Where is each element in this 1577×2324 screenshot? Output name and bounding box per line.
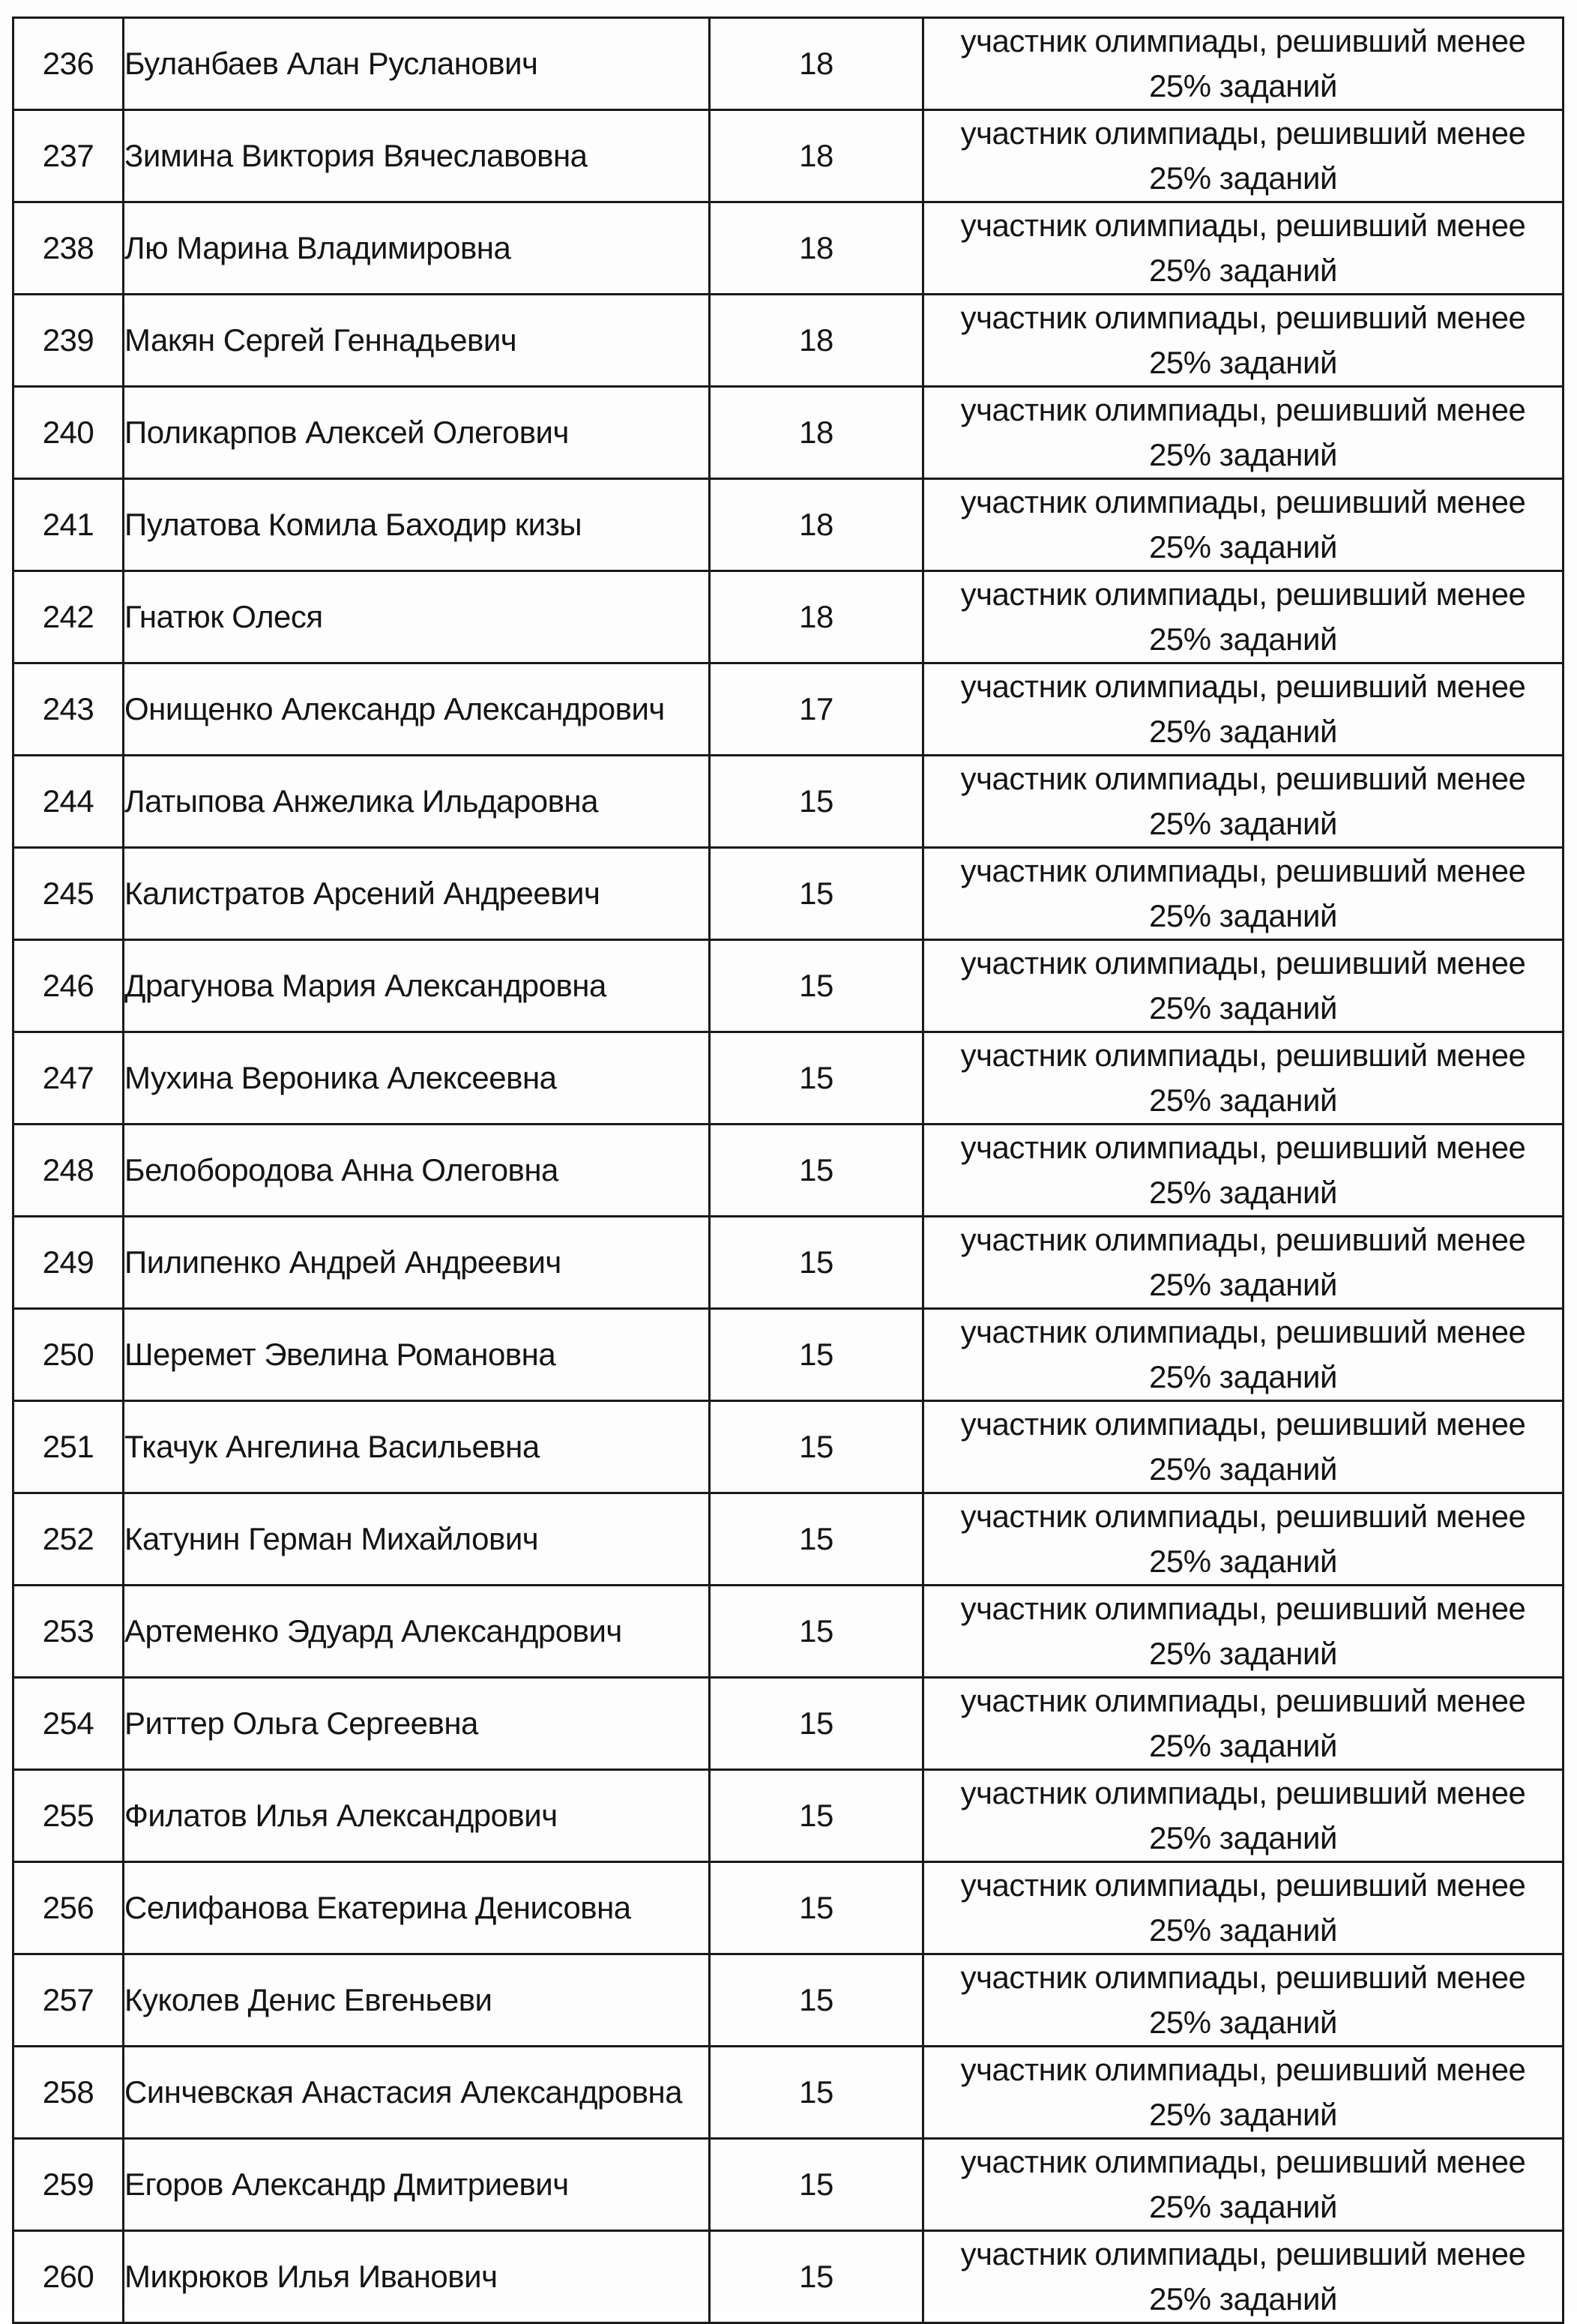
participant-name: Ткачук Ангелина Васильевна: [124, 1401, 710, 1493]
status: [923, 1309, 1564, 1401]
status-line-2: 25% заданий: [1149, 1912, 1337, 1948]
status-line-2: 25% заданий: [1149, 1083, 1337, 1118]
table-row: [13, 1862, 1564, 1954]
table-row: [13, 1401, 1564, 1493]
table-row: [13, 387, 1564, 479]
score: 15: [710, 1586, 923, 1678]
results-table-body: [13, 18, 1564, 2323]
row-number: 260: [13, 2231, 124, 2323]
row-number: 236: [13, 18, 124, 110]
status-line-2: 25% заданий: [1149, 1544, 1337, 1579]
participant-name: Поликарпов Алексей Олегович: [124, 387, 710, 479]
score: 15: [710, 2231, 923, 2323]
score: 15: [710, 1401, 923, 1493]
status-line-2: 25% заданий: [1149, 253, 1337, 288]
status: [923, 1954, 1564, 2047]
status-line-2: 25% заданий: [1149, 1267, 1337, 1302]
row-number: 256: [13, 1862, 124, 1954]
status-line-1: участник олимпиады, решивший менее: [960, 2052, 1526, 2087]
row-number: 245: [13, 848, 124, 940]
status: [923, 202, 1564, 295]
status: [923, 1586, 1564, 1678]
status-line-2: 25% заданий: [1149, 345, 1337, 380]
table-row: [13, 479, 1564, 571]
status-line-2: 25% заданий: [1149, 2005, 1337, 2040]
status: [923, 1125, 1564, 1217]
table-row: [13, 1493, 1564, 1586]
status: [923, 387, 1564, 479]
status-line-1: участник олимпиады, решивший менее: [960, 669, 1526, 704]
status-line-1: участник олимпиады, решивший менее: [960, 115, 1526, 151]
score: 15: [710, 1954, 923, 2047]
score: 15: [710, 1493, 923, 1586]
table-row: [13, 571, 1564, 663]
score: 15: [710, 848, 923, 940]
table-row: [13, 756, 1564, 848]
status: [923, 1217, 1564, 1309]
status-line-1: участник олимпиады, решивший менее: [960, 1960, 1526, 1995]
table-row: [13, 202, 1564, 295]
row-number: 241: [13, 479, 124, 571]
status-line-2: 25% заданий: [1149, 1451, 1337, 1487]
status: [923, 2139, 1564, 2231]
table-row: [13, 18, 1564, 110]
status: [923, 1032, 1564, 1125]
participant-name: Калистратов Арсений Андреевич: [124, 848, 710, 940]
status: [923, 848, 1564, 940]
row-number: 240: [13, 387, 124, 479]
status-line-1: участник олимпиады, решивший менее: [960, 1499, 1526, 1534]
row-number: 246: [13, 940, 124, 1032]
score: 15: [710, 1862, 923, 1954]
status-line-2: 25% заданий: [1149, 806, 1337, 841]
status-line-2: 25% заданий: [1149, 1359, 1337, 1394]
status-line-2: 25% заданий: [1149, 437, 1337, 472]
table-row: [13, 1586, 1564, 1678]
status: [923, 663, 1564, 756]
status-line-1: участник олимпиады, решивший менее: [960, 300, 1526, 335]
score: 18: [710, 18, 923, 110]
participant-name: Риттер Ольга Сергеевна: [124, 1678, 710, 1770]
participant-name: Лю Марина Владимировна: [124, 202, 710, 295]
status-line-2: 25% заданий: [1149, 2281, 1337, 2317]
status: [923, 756, 1564, 848]
participant-name: Онищенко Александр Александрович: [124, 663, 710, 756]
status-line-1: участник олимпиады, решивший менее: [960, 1406, 1526, 1442]
status-line-1: участник олимпиады, решивший менее: [960, 853, 1526, 888]
status-line-2: 25% заданий: [1149, 1728, 1337, 1763]
status-line-2: 25% заданий: [1149, 2097, 1337, 2132]
participant-name: Белобородова Анна Олеговна: [124, 1125, 710, 1217]
status-line-2: 25% заданий: [1149, 68, 1337, 103]
participant-name: Куколев Денис Евгеньеви: [124, 1954, 710, 2047]
status-line-1: участник олимпиады, решивший менее: [960, 2144, 1526, 2179]
table-row: [13, 1032, 1564, 1125]
table-row: [13, 1954, 1564, 2047]
participant-name: Буланбаев Алан Русланович: [124, 18, 710, 110]
participant-name: Егоров Александр Дмитриевич: [124, 2139, 710, 2231]
status-line-1: участник олимпиады, решивший менее: [960, 23, 1526, 58]
status: [923, 940, 1564, 1032]
score: 17: [710, 663, 923, 756]
score: 18: [710, 571, 923, 663]
participant-name: Филатов Илья Александрович: [124, 1770, 710, 1862]
score: 15: [710, 1032, 923, 1125]
participant-name: Артеменко Эдуард Александрович: [124, 1586, 710, 1678]
row-number: 242: [13, 571, 124, 663]
participant-name: Микрюков Илья Иванович: [124, 2231, 710, 2323]
results-table: [12, 16, 1564, 2324]
status-line-1: участник олимпиады, решивший менее: [960, 577, 1526, 612]
participant-name: Пулатова Комила Баходир кизы: [124, 479, 710, 571]
score: 18: [710, 387, 923, 479]
table-row: [13, 1770, 1564, 1862]
score: 18: [710, 295, 923, 387]
row-number: 249: [13, 1217, 124, 1309]
status-line-2: 25% заданий: [1149, 898, 1337, 933]
status-line-1: участник олимпиады, решивший менее: [960, 1867, 1526, 1903]
status-line-2: 25% заданий: [1149, 621, 1337, 657]
participant-name: Латыпова Анжелика Ильдаровна: [124, 756, 710, 848]
score: 18: [710, 110, 923, 202]
participant-name: Мухина Вероника Алексеевна: [124, 1032, 710, 1125]
row-number: 238: [13, 202, 124, 295]
row-number: 239: [13, 295, 124, 387]
status-line-2: 25% заданий: [1149, 714, 1337, 749]
score: 15: [710, 756, 923, 848]
status-line-1: участник олимпиады, решивший менее: [960, 2236, 1526, 2272]
row-number: 243: [13, 663, 124, 756]
score: 15: [710, 1770, 923, 1862]
status-line-1: участник олимпиады, решивший менее: [960, 1775, 1526, 1810]
score: 15: [710, 940, 923, 1032]
status-line-2: 25% заданий: [1149, 1636, 1337, 1671]
row-number: 244: [13, 756, 124, 848]
participant-name: Синчевская Анастасия Александровна: [124, 2047, 710, 2139]
table-row: [13, 2047, 1564, 2139]
status: [923, 18, 1564, 110]
row-number: 237: [13, 110, 124, 202]
row-number: 250: [13, 1309, 124, 1401]
table-row: [13, 2139, 1564, 2231]
status-line-2: 25% заданий: [1149, 1820, 1337, 1855]
status: [923, 2231, 1564, 2323]
status-line-1: участник олимпиады, решивший менее: [960, 1683, 1526, 1718]
participant-name: Катунин Герман Михайлович: [124, 1493, 710, 1586]
score: 18: [710, 202, 923, 295]
status-line-1: участник олимпиады, решивший менее: [960, 1130, 1526, 1165]
row-number: 247: [13, 1032, 124, 1125]
status-line-1: участник олимпиады, решивший менее: [960, 1222, 1526, 1257]
row-number: 257: [13, 1954, 124, 2047]
table-row: [13, 1309, 1564, 1401]
status-line-2: 25% заданий: [1149, 990, 1337, 1026]
status: [923, 110, 1564, 202]
table-row: [13, 295, 1564, 387]
score: 15: [710, 1678, 923, 1770]
row-number: 252: [13, 1493, 124, 1586]
score: 18: [710, 479, 923, 571]
participant-name: Драгунова Мария Александровна: [124, 940, 710, 1032]
status-line-2: 25% заданий: [1149, 2189, 1337, 2224]
score: 15: [710, 2047, 923, 2139]
status-line-2: 25% заданий: [1149, 160, 1337, 196]
row-number: 259: [13, 2139, 124, 2231]
status-line-1: участник олимпиады, решивший менее: [960, 1314, 1526, 1349]
row-number: 254: [13, 1678, 124, 1770]
status-line-1: участник олимпиады, решивший менее: [960, 208, 1526, 243]
table-row: [13, 848, 1564, 940]
status: [923, 1401, 1564, 1493]
status: [923, 1862, 1564, 1954]
row-number: 255: [13, 1770, 124, 1862]
status-line-1: участник олимпиады, решивший менее: [960, 945, 1526, 981]
score: 15: [710, 1125, 923, 1217]
score: 15: [710, 1309, 923, 1401]
row-number: 258: [13, 2047, 124, 2139]
row-number: 251: [13, 1401, 124, 1493]
status-line-1: участник олимпиады, решивший менее: [960, 1591, 1526, 1626]
participant-name: Пилипенко Андрей Андреевич: [124, 1217, 710, 1309]
participant-name: Зимина Виктория Вячеславовна: [124, 110, 710, 202]
table-row: [13, 1217, 1564, 1309]
status: [923, 1770, 1564, 1862]
status-line-1: участник олимпиады, решивший менее: [960, 392, 1526, 427]
table-row: [13, 663, 1564, 756]
participant-name: Селифанова Екатерина Денисовна: [124, 1862, 710, 1954]
status-line-1: участник олимпиады, решивший менее: [960, 484, 1526, 520]
status: [923, 1493, 1564, 1586]
participant-name: Шеремет Эвелина Романовна: [124, 1309, 710, 1401]
status-line-2: 25% заданий: [1149, 1175, 1337, 1210]
table-row: [13, 1678, 1564, 1770]
table-row: [13, 2231, 1564, 2323]
status-line-2: 25% заданий: [1149, 529, 1337, 565]
status: [923, 571, 1564, 663]
row-number: 248: [13, 1125, 124, 1217]
status: [923, 295, 1564, 387]
score: 15: [710, 1217, 923, 1309]
status: [923, 1678, 1564, 1770]
participant-name: Гнатюк Олеся: [124, 571, 710, 663]
table-row: [13, 940, 1564, 1032]
status: [923, 479, 1564, 571]
status-line-1: участник олимпиады, решивший менее: [960, 1038, 1526, 1073]
row-number: 253: [13, 1586, 124, 1678]
status: [923, 2047, 1564, 2139]
table-row: [13, 1125, 1564, 1217]
status-line-1: участник олимпиады, решивший менее: [960, 761, 1526, 796]
table-row: [13, 110, 1564, 202]
score: 15: [710, 2139, 923, 2231]
participant-name: Макян Сергей Геннадьевич: [124, 295, 710, 387]
